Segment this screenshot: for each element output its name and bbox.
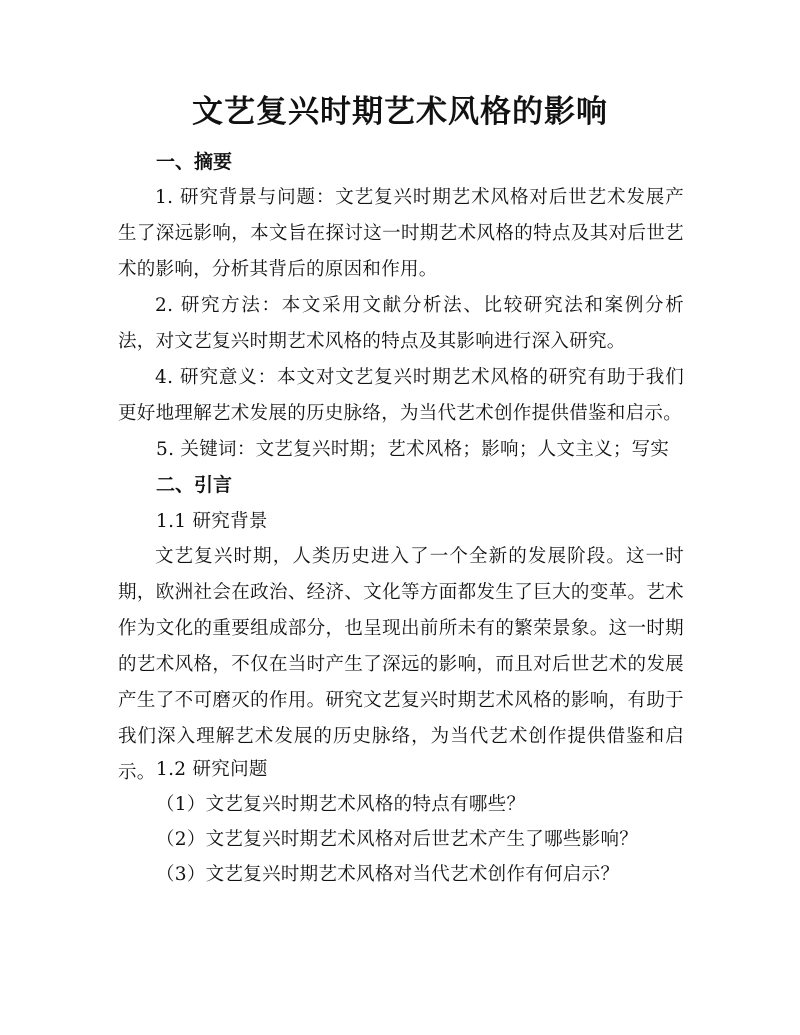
intro-subheading-questions: 1.2 研究问题: [156, 759, 268, 780]
intro-heading: 二、引言: [156, 474, 233, 496]
abstract-background-paragraph: 1. 研究背景与问题：文艺复兴时期艺术风格对后世艺术发展产生了深远影响，本文旨在探讨这一时期艺术风格的特点及其对后世艺术的影响，分析其背后的原因和作用。: [118, 187, 684, 280]
abstract-method-paragraph: 2. 研究方法：本文采用文献分析法、比较研究法和案例分析法，对文艺复兴时期艺术风格的特点及其影响进行深入研究。: [118, 295, 684, 352]
abstract-heading: 一、摘要: [156, 151, 233, 173]
research-question-1: （1）文艺复兴时期艺术风格的特点有哪些？: [156, 794, 526, 815]
research-question-3: （3）文艺复兴时期艺术风格对当代艺术创作有何启示？: [156, 864, 620, 885]
abstract-keywords: 5. 关键词：文艺复兴时期；艺术风格；影响；人文主义；写实: [156, 439, 670, 460]
abstract-significance-paragraph: 4. 研究意义：本文对文艺复兴时期艺术风格的研究有助于我们更好地理解艺术发展的历史脉络，为当代艺术创作提供借鉴和启示。: [118, 367, 684, 424]
intro-background-paragraph: 文艺复兴时期，人类历史进入了一个全新的发展阶段。这一时期，欧洲社会在政治、经济、文化等方面都发生了巨大的变革。艺术作为文化的重要组成部分，也呈现出前所未有的繁荣景象。这一时期的艺术风格，不仅在当时产生了深远的影响，而且对后世艺术的发展产生了不可磨灭的作用。研究文艺复兴时期艺术风格的影响，有助于我们深入理解艺术发展的历史脉络，为当代艺术创作提供借鉴和启示。: [118, 546, 684, 783]
research-question-2: （2）文艺复兴时期艺术风格对后世艺术产生了哪些影响？: [156, 829, 639, 850]
intro-subheading-background: 1.1 研究背景: [156, 511, 268, 532]
document-title: 文艺复兴时期艺术风格的影响: [192, 94, 608, 130]
